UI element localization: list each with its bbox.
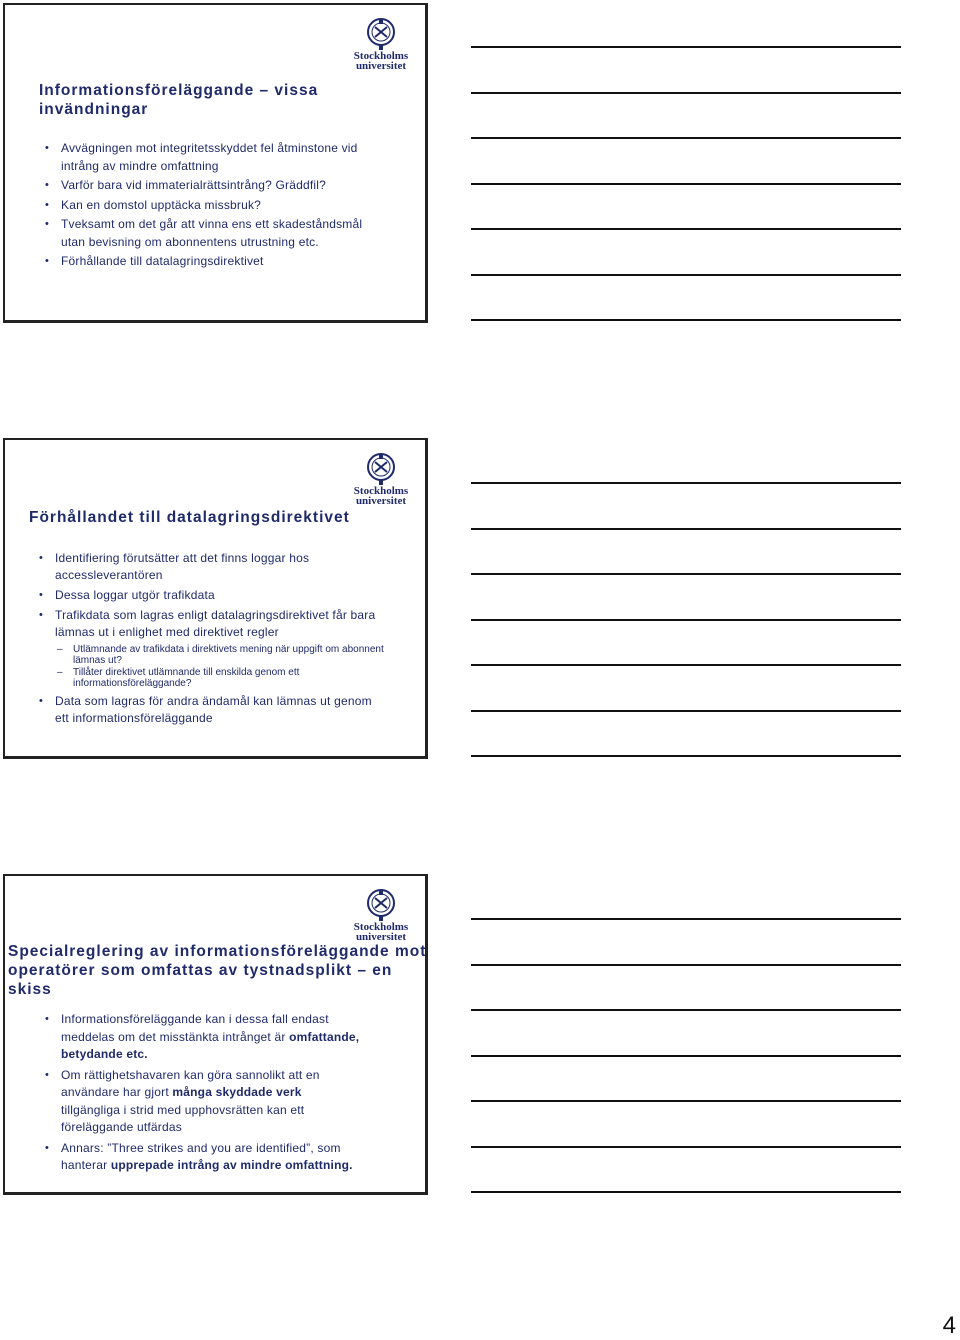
list-item: • Varför bara vid immaterialrättsintrång? Gräddfil? bbox=[61, 177, 381, 195]
logo-line-2: universitet bbox=[355, 495, 407, 507]
note-line bbox=[471, 710, 901, 712]
list-item: • Tveksamt om det går att vinna ens ett skadeståndsmål utan bevisning om abonnentens utrustning etc. bbox=[61, 216, 381, 251]
university-logo bbox=[351, 452, 411, 506]
crest-icon bbox=[366, 888, 396, 922]
bullet-text: Informationsföreläggande kan i dessa fall endast meddelas om det misstänkta intrånget är bbox=[61, 1012, 329, 1044]
note-lines bbox=[471, 46, 901, 365]
note-lines bbox=[471, 482, 901, 801]
slide-3 bbox=[3, 874, 428, 1195]
slide-title: Förhållandet till datalagringsdirektivet bbox=[29, 509, 350, 526]
list-item bbox=[61, 1011, 361, 1064]
page-number: 4 bbox=[942, 1312, 956, 1339]
university-logo bbox=[351, 888, 411, 942]
slide-title: Specialreglering av informationsföreläggande mot operatörer som omfattas av tystnadsplikt – en skiss bbox=[8, 943, 427, 998]
list-item bbox=[61, 1140, 361, 1175]
note-line bbox=[471, 664, 901, 666]
logo-line-2: universitet bbox=[355, 60, 407, 72]
list-item: • Kan en domstol upptäcka missbruk? bbox=[61, 197, 381, 215]
note-line bbox=[471, 482, 901, 484]
note-line bbox=[471, 137, 901, 139]
note-line bbox=[471, 1146, 901, 1148]
slide-1 bbox=[3, 3, 428, 323]
note-line bbox=[471, 573, 901, 575]
bullet-text: tillgängliga i strid med upphovsrätten kan ett föreläggande utfärdas bbox=[61, 1102, 305, 1134]
bullet-emphasis: omfattande, betydande etc. bbox=[61, 1029, 360, 1061]
crest-icon bbox=[366, 452, 396, 486]
note-lines bbox=[471, 918, 901, 1237]
note-line bbox=[471, 755, 901, 757]
note-line bbox=[471, 274, 901, 276]
bullet-list bbox=[61, 140, 381, 273]
note-line bbox=[471, 228, 901, 230]
university-logo bbox=[351, 17, 411, 71]
note-line bbox=[471, 46, 901, 48]
note-line bbox=[471, 964, 901, 966]
bullet-text: Om rättighetshavaren kan göra sannolikt att en användare har gjort bbox=[61, 1067, 320, 1099]
list-item bbox=[61, 1067, 361, 1137]
sub-list-item: – Tillåter direktivet utlämnande till enskilda genom ett informationsföreläggande? bbox=[73, 667, 385, 689]
note-line bbox=[471, 1191, 901, 1193]
note-line bbox=[471, 92, 901, 94]
list-item: • Dessa loggar utgör trafikdata bbox=[55, 587, 385, 604]
list-item: • Trafikdata som lagras enligt datalagringsdirektivet får bara lämnas ut i enlighet med direktivet regler bbox=[55, 607, 385, 641]
slide-2 bbox=[3, 438, 428, 759]
list-item: • Identifiering förutsätter att det finns loggar hos accessleverantören bbox=[55, 550, 385, 584]
list-item: • Avvägningen mot integritetsskyddet fel åtminstone vid intrång av mindre omfattning bbox=[61, 140, 381, 175]
slide-title: Informationsföreläggande – vissa invändningar bbox=[39, 82, 319, 118]
list-item: • Data som lagras för andra ändamål kan lämnas ut genom ett informationsföreläggande bbox=[55, 693, 385, 727]
bullet-emphasis: upprepade intrång av mindre omfattning. bbox=[110, 1158, 353, 1172]
bullet-list bbox=[61, 1011, 361, 1178]
note-line bbox=[471, 1009, 901, 1011]
logo-line-1: Stockholms bbox=[353, 50, 409, 62]
note-line bbox=[471, 1055, 901, 1057]
note-line bbox=[471, 528, 901, 530]
note-line bbox=[471, 619, 901, 621]
bullet-list bbox=[55, 550, 385, 730]
crest-icon bbox=[366, 17, 396, 51]
sub-list-item: – Utlämnande av trafikdata i direktivets mening när uppgift om abonnent lämnas ut? bbox=[73, 644, 385, 666]
note-line bbox=[471, 918, 901, 920]
logo-line-1: Stockholms bbox=[353, 921, 409, 933]
logo-line-2: universitet bbox=[355, 931, 407, 943]
logo-line-1: Stockholms bbox=[353, 485, 409, 497]
list-item: • Förhållande till datalagringsdirektivet bbox=[61, 253, 381, 271]
note-line bbox=[471, 183, 901, 185]
bullet-emphasis: många skyddade verk bbox=[172, 1085, 302, 1099]
note-line bbox=[471, 319, 901, 321]
note-line bbox=[471, 1100, 901, 1102]
bullet-text: Annars: ”Three strikes and you are identified”, som hanterar bbox=[61, 1140, 341, 1172]
